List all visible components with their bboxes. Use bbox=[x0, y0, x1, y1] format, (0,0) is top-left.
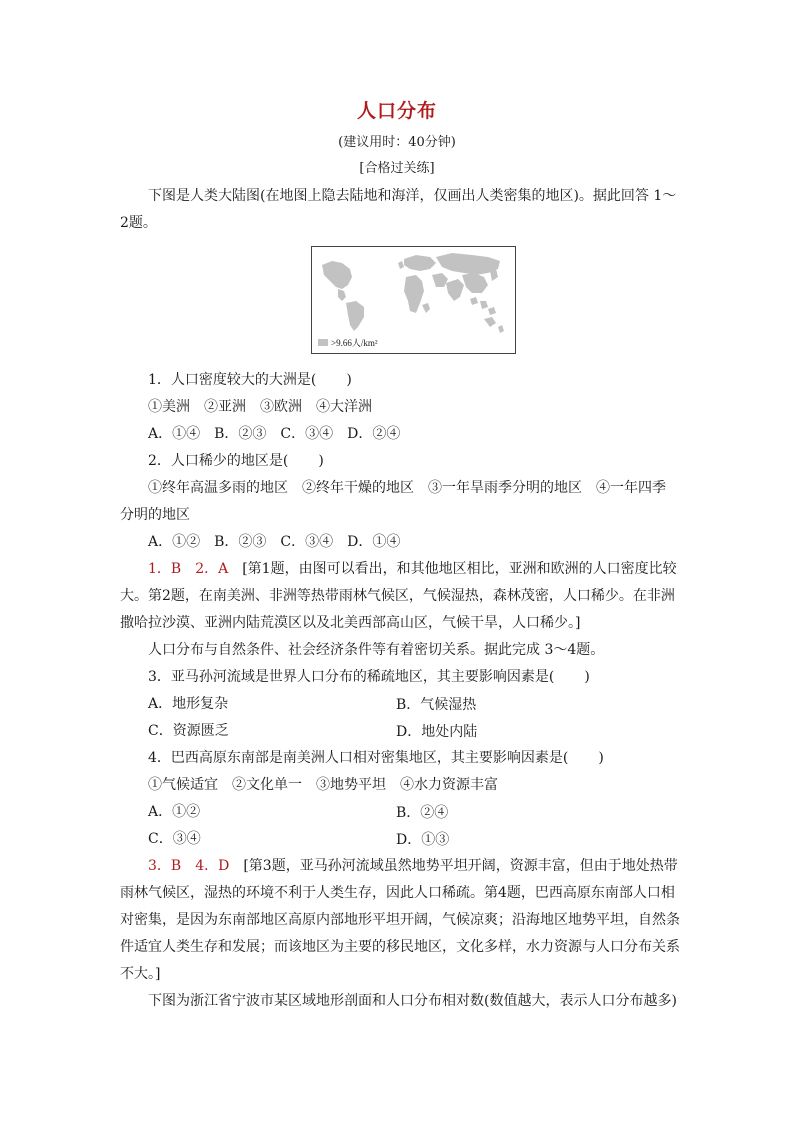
question-2-close: ) bbox=[318, 453, 324, 469]
answer-3-4-line-3: 对密集，是因为东南部地区高原内部地形平坦开阔，气候凉爽；沿海地区地势平坦，自然条 bbox=[120, 912, 680, 928]
question-3-stem bbox=[148, 667, 680, 687]
answer-3-4-line-1 bbox=[148, 856, 680, 876]
legend-label: >9.66人/km² bbox=[331, 338, 378, 348]
question-2-text: 2．人口稀少的地区是( bbox=[148, 453, 289, 469]
answer-3-4-line-5: 不大。] bbox=[120, 966, 161, 982]
question-1-stem bbox=[148, 370, 680, 390]
question-1-options: ①美洲 ②亚洲 ③欧洲 ④大洋洲 bbox=[148, 399, 372, 415]
question-1-text: 1．人口密度较大的大洲是( bbox=[148, 372, 317, 388]
question-4-choice-c: C．③④ bbox=[148, 831, 201, 847]
question-2-options-line-2: 分明的地区 bbox=[120, 507, 190, 523]
question-2-stem bbox=[148, 451, 680, 471]
answer-3-4-key: 3．B 4．D bbox=[148, 858, 230, 874]
answer-3-4-line-2: 雨林气候区，湿热的环境不利于人类生存，因此人口稀疏。第4题，巴西高原东南部人口相 bbox=[120, 885, 675, 901]
map-legend bbox=[318, 336, 378, 349]
question-4-text: 4．巴西高原东南部是南美洲人口相对密集地区，其主要影响因素是( bbox=[148, 750, 569, 766]
question-2-options-line-1: ①终年高温多雨的地区 ②终年干燥的地区 ③一年旱雨季分明的地区 ④一年四季 bbox=[148, 480, 666, 496]
answer-1-2-line-2: 大。第2题，在南美洲、非洲等热带雨林气候区，气候湿热，森林茂密，人口稀少。在非洲 bbox=[120, 588, 675, 604]
map-region-east-asia bbox=[462, 273, 488, 293]
question-4-options: ①气候适宜 ②文化单一 ③地势平坦 ④水力资源丰富 bbox=[148, 777, 498, 793]
section-label: [合格过关练] bbox=[359, 161, 435, 176]
answer-3-4-explain: [第3题，亚马孙河流域虽然地势平坦开阔，资源丰富，但由于地处热带 bbox=[243, 858, 678, 874]
answer-3-4-line-4: 件适宜人类生存和发展；而该地区为主要的移民地区，文化多样，水力资源与人口分布关系 bbox=[120, 939, 680, 955]
question-4-choice-d: D．①③ bbox=[396, 832, 450, 848]
question-4-close: ) bbox=[598, 750, 604, 766]
legend-swatch bbox=[318, 339, 328, 346]
question-2-choices: A．①② B．②③ C．③④ D．①④ bbox=[148, 534, 401, 550]
map-region-north-america bbox=[322, 261, 352, 289]
time-hint: (建议用时：40分钟) bbox=[338, 135, 456, 150]
question-4-stem bbox=[148, 748, 680, 768]
map-region-oceania bbox=[484, 317, 496, 327]
intro-3: 下图为浙江省宁波市某区域地形剖面和人口分布相对数(数值越大，表示人口分布越多) bbox=[148, 993, 677, 1009]
answer-1-2-line-3: 撒哈拉沙漠、亚洲内陆荒漠区以及北美西部高山区，气候干旱，人口稀少。] bbox=[120, 615, 581, 631]
map-region-africa bbox=[404, 275, 424, 313]
intro-1-line-2: 2题。 bbox=[120, 215, 157, 231]
question-1-choices: A．①④ B．②③ C．③④ D．②④ bbox=[148, 426, 401, 442]
question-3-choice-d: D．地处内陆 bbox=[396, 724, 478, 740]
question-3-choice-c: C．资源匮乏 bbox=[148, 723, 229, 739]
population-map-figure bbox=[311, 246, 516, 354]
question-3-choice-b: B．气候湿热 bbox=[396, 697, 477, 713]
answer-1-2-line-1 bbox=[148, 559, 680, 579]
map-region-south-america bbox=[346, 301, 364, 331]
answer-1-2-explain: [第1题，由图可以看出，和其他地区相比，亚洲和欧洲的人口密度比较 bbox=[242, 561, 677, 577]
question-3-choice-a: A．地形复杂 bbox=[148, 696, 229, 712]
question-4-choice-b: B．②④ bbox=[396, 805, 449, 821]
question-1-close: ) bbox=[346, 372, 352, 388]
map-region-south-asia bbox=[446, 279, 464, 301]
answer-1-2-key: 1．B 2．A bbox=[148, 561, 229, 577]
intro-2: 人口分布与自然条件、社会经济条件等有着密切关系。据此完成 3～4题。 bbox=[148, 642, 605, 658]
map-region-europe bbox=[404, 255, 436, 271]
intro-1-line-1: 下图是人类大陆图(在地图上隐去陆地和海洋，仅画出人类密集的地区)。据此回答 1～ bbox=[148, 188, 677, 204]
question-3-close: ) bbox=[584, 669, 590, 685]
question-4-choice-a: A．①② bbox=[148, 804, 201, 820]
page-title: 人口分布 bbox=[356, 100, 437, 122]
map-region-central-america bbox=[338, 289, 346, 301]
question-3-text: 3．亚马孙河流域是世界人口分布的稀疏地区，其主要影响因素是( bbox=[148, 669, 555, 685]
